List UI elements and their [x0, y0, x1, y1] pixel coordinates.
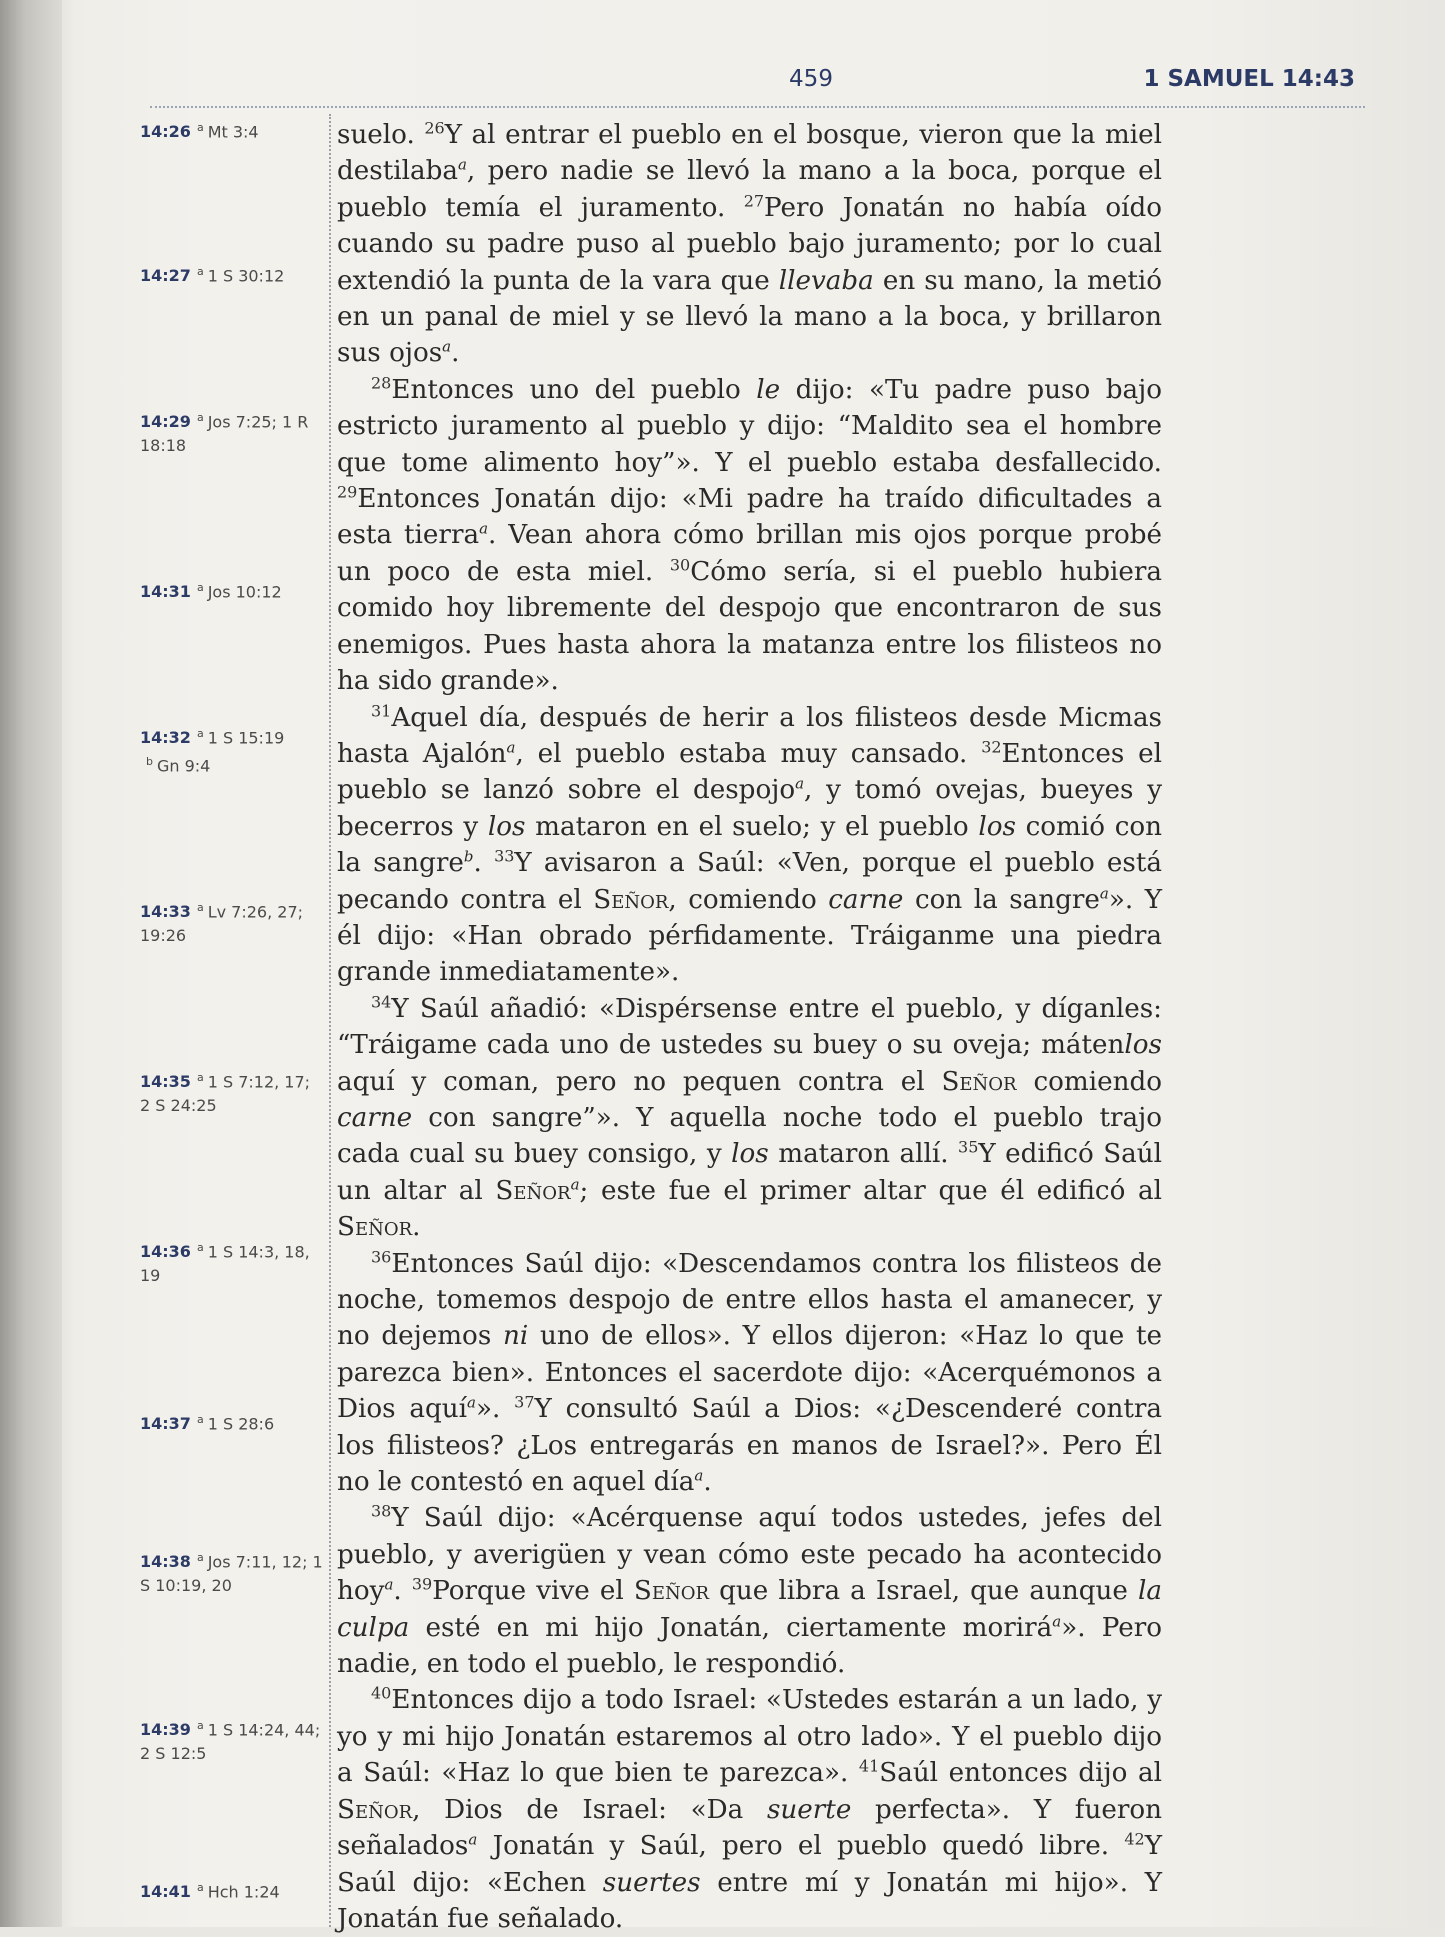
page-number: 459	[789, 66, 833, 92]
ref-verse: 14:37	[140, 1414, 191, 1434]
paragraph: $^{36}$Entonces Saúl dijo: «Descendamos contra los filisteos de noche, tomemos despojo de entre ellos hasta el amanecer, y no dejemos ni uno de ellos». Y ellos dijeron: «Haz lo que te parezca bien». Entonces el sacerdote dijo: «Acerquémonos a Dios aquí$^a$». $^{37}$Y consultó Saúl a Dios: «¿Descenderé contra los filisteos? ¿Los entregarás en manos de Israel?». Pero Él no le contestó en aquel día$^a$.	[337, 1246, 1162, 1498]
footnote-marker: a	[1099, 883, 1109, 902]
footnote-marker: b	[463, 847, 474, 866]
cross-reference	[140, 1408, 325, 1436]
ref-mark: a	[196, 1241, 204, 1254]
ref-text: Hch 1:24	[207, 1882, 280, 1902]
verse-number: 42	[1124, 1829, 1145, 1849]
verse-number: 33	[494, 846, 515, 866]
ref-verse: 14:36	[140, 1242, 191, 1262]
footnote-marker: a	[442, 337, 452, 356]
verse-number: 30	[669, 555, 691, 575]
ref-text: 1 S 7:12, 17; 2 S 24:25	[140, 1072, 311, 1116]
verse-number: 27	[743, 191, 765, 211]
paragraph: $^{34}$Y Saúl añadió: «Dispérsense entre el pueblo, y díganles: “Tráigame cada uno de ustedes su buey o su oveja; mátenlos aquí y coman, pero no pequen contra el Señor comiendo carne con sangre”». Y aquella noche todo el pueblo trajo cada cual su buey consigo, y los mataron allí. $^{35}$Y edificó Saúl un altar al Señor$^a$; este fue el primer altar que él edificó al Señor.	[337, 992, 1163, 1243]
footnote-marker: a	[795, 774, 805, 793]
ref-text: 1 S 14:3, 18, 19	[140, 1242, 310, 1286]
ref-verse: 14:41	[140, 1882, 191, 1902]
ref-verse: 14:27	[140, 266, 191, 286]
ref-mark: a	[196, 1071, 204, 1084]
footnote-marker: a	[384, 1575, 394, 1594]
ref-text: 1 S 14:24, 44; 2 S 12:5	[140, 1720, 321, 1764]
verse-number: 38	[371, 1501, 392, 1521]
cross-reference	[140, 1714, 325, 1766]
cross-reference	[140, 1876, 325, 1904]
ref-mark: a	[196, 1719, 204, 1732]
ref-text: Lv 7:26, 27; 19:26	[140, 902, 304, 946]
cross-reference	[140, 722, 325, 779]
ref-text: Jos 7:11, 12; 1 S 10:19, 20	[140, 1552, 323, 1596]
footnote-marker: a	[570, 1175, 580, 1194]
paragraph: $^{31}$Aquel día, después de herir a los filisteos desde Micmas hasta Ajalón$^a$, el pueblo estaba muy cansado. $^{32}$Entonces el pueblo se lanzó sobre el despojo$^a$, y tomó ovejas, bueyes y becerros y los mataron en el suelo; y el pueblo los comió con la sangre$^b$. $^{33}$Y avisaron a Saúl: «Ven, porque el pueblo está pecando contra el Señor, comiendo carne con la sangre$^a$». Y él dijo: «Han obrado pérfidamente. Tráiganme una piedra grande inmediatamente».	[337, 700, 1163, 988]
verse-number: 40	[371, 1683, 392, 1703]
ref-text: Gn 9:4	[156, 756, 211, 776]
footnote-marker: a	[457, 155, 467, 174]
cross-reference	[140, 1236, 325, 1288]
page-gutter	[0, 0, 62, 1927]
ref-verse: 14:26	[140, 122, 191, 142]
scripture-text	[337, 117, 1162, 1937]
verse-number: 29	[337, 482, 358, 502]
ref-text: 1 S 28:6	[207, 1414, 275, 1434]
cross-reference	[140, 1066, 325, 1118]
ref-verse: 14:39	[140, 1720, 191, 1740]
cross-reference	[140, 260, 325, 288]
ref-mark: a	[196, 411, 204, 424]
ref-mark: a	[196, 121, 204, 134]
cross-reference	[140, 1546, 325, 1598]
column-divider	[329, 114, 331, 1927]
ref-verse: 14:38	[140, 1552, 191, 1572]
ref-verse: 14:32	[140, 728, 191, 748]
verse-number: 34	[371, 992, 392, 1012]
ref-text: 1 S 30:12	[207, 266, 285, 286]
verse-number: 31	[371, 700, 392, 720]
ref-mark: a	[196, 581, 204, 594]
ref-text: 1 S 15:19	[207, 728, 285, 748]
ref-text: Jos 7:25; 1 R 18:18	[140, 412, 309, 456]
paragraph: suelo. $^{26}$Y al entrar el pueblo en el bosque, vieron que la miel destilaba$^a$, pero nadie se llevó la mano a la boca, porque el pueblo temía el juramento. $^{27}$Pero Jonatán no había oído cuando su padre puso al pueblo bajo juramento; por lo cual extendió la punta de la vara que llevaba en su mano, la metió en un panal de miel y se llevó la mano a la boca, y brillaron sus ojos$^a$.	[337, 118, 1163, 369]
ref-mark: a	[196, 1413, 204, 1426]
paragraph: $^{38}$Y Saúl dijo: «Acérquense aquí todos ustedes, jefes del pueblo, y averigüen y vean cómo este pecado ha acontecido hoy$^a$. $^{39}$Porque vive el Señor que libra a Israel, que aunque la culpa esté en mi hijo Jonatán, ciertamente morirá$^a$». Pero nadie, en todo el pueblo, le respondió.	[337, 1501, 1162, 1680]
footnote-marker: a	[479, 519, 489, 538]
ref-verse: 14:31	[140, 582, 191, 602]
cross-reference	[140, 896, 325, 948]
running-head: 1 SAMUEL 14:43	[1143, 66, 1355, 92]
ref-verse: 14:33	[140, 902, 191, 922]
ref-mark: a	[196, 265, 204, 278]
footnote-marker: a	[506, 738, 516, 757]
footnote-marker: a	[694, 1466, 704, 1485]
footnote-marker: a	[468, 1830, 478, 1849]
cross-reference	[140, 576, 325, 604]
ref-text: Jos 10:12	[207, 582, 282, 602]
ref-mark: a	[196, 727, 204, 740]
ref-text: Mt 3:4	[207, 122, 259, 142]
verse-number: 36	[371, 1246, 392, 1266]
ref-verse: 14:29	[140, 412, 191, 432]
cross-reference	[140, 406, 325, 458]
ref-mark: a	[196, 901, 204, 914]
cross-reference-column	[130, 110, 325, 1927]
ref-mark: b	[146, 755, 153, 769]
verse-number: 28	[371, 373, 392, 393]
footnote-marker: a	[467, 1393, 476, 1412]
verse-number: 39	[411, 1574, 433, 1594]
paragraph: $^{28}$Entonces uno del pueblo le dijo: «Tu padre puso bajo estricto juramento al pueblo y dijo: “Maldito sea el hombre que tome alimento hoy”». Y el pueblo estaba desfallecido. $^{29}$Entonces Jonatán dijo: «Mi padre ha traído dificultades a esta tierra$^a$. Vean ahora cómo brillan mis ojos porque probé un poco de esta miel. $^{30}$Cómo sería, si el pueblo hubiera comido hoy libremente del despojo que encontraron de sus enemigos. Pues hasta ahora la matanza entre los filisteos no ha sido grande».	[337, 373, 1163, 697]
verse-number: 41	[858, 1756, 880, 1776]
footnote-marker: a	[1052, 1611, 1062, 1630]
ref-verse: 14:35	[140, 1072, 191, 1092]
page-header	[150, 62, 1365, 108]
paragraph: $^{40}$Entonces dijo a todo Israel: «Ustedes estarán a un lado, y yo y mi hijo Jonatán estaremos al otro lado». Y el pueblo dijo a Saúl: «Haz lo que bien te parezca». $^{41}$Saúl entonces dijo al Señor, Dios de Israel: «Da suerte perfecta». Y fueron señalados$^a$ Jonatán y Saúl, pero el pueblo quedó libre. $^{42}$Y Saúl dijo: «Echen suertes entre mí y Jonatán mi hijo». Y Jonatán fue señalado.	[337, 1683, 1163, 1934]
verse-number: 32	[981, 737, 1002, 757]
verse-number: 26	[424, 118, 445, 138]
cross-reference	[140, 116, 325, 144]
ref-mark: a	[196, 1551, 204, 1564]
verse-number: 35	[958, 1137, 979, 1157]
verse-number: 37	[514, 1392, 535, 1412]
ref-mark: a	[196, 1881, 204, 1894]
